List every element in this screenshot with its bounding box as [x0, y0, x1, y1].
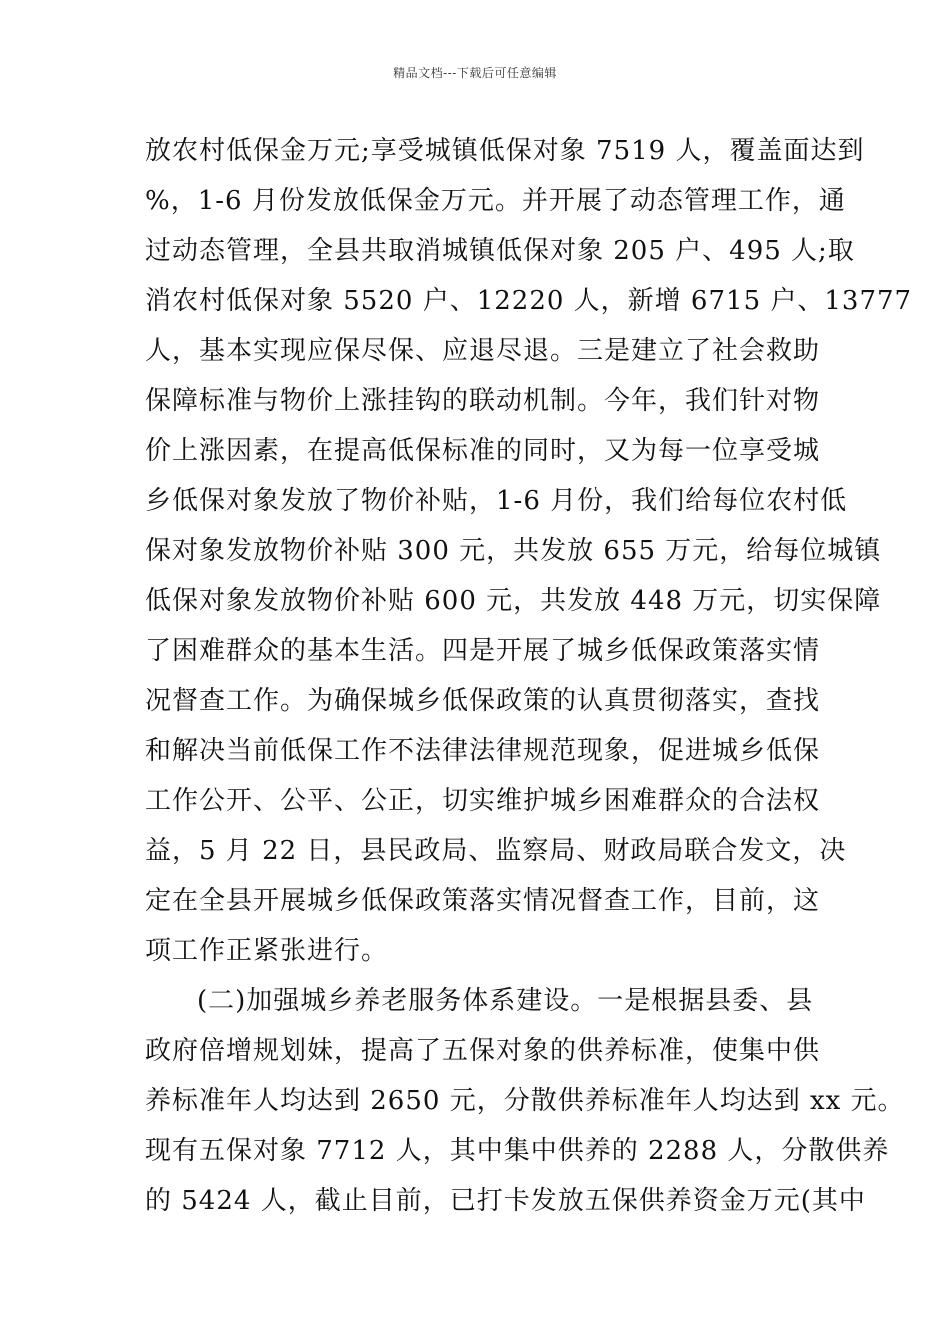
text-line: 消农村低保对象 5520 户、12220 人，新增 6715 户、13777	[145, 286, 913, 316]
paragraph-2	[145, 976, 905, 1226]
text-line: 的 5424 人，截止目前，已打卡发放五保供养资金万元(其中	[145, 1186, 866, 1216]
text-line: 保障标准与物价上涨挂钩的联动机制。今年，我们针对物	[145, 386, 821, 416]
text-line: 工作公开、公平、公正，切实维护城乡困难群众的合法权	[145, 786, 821, 816]
text-line: (二)加强城乡养老服务体系建设。一是根据县委、县	[197, 986, 814, 1016]
text-line: 人，基本实现应保尽保、应退尽退。三是建立了社会救助	[145, 336, 821, 366]
text-line: 养标准年人均达到 2650 元，分散供养标准年人均达到 xx 元。	[145, 1086, 905, 1116]
text-line: 和解决当前低保工作不法律法律规范现象，促进城乡低保	[145, 736, 821, 766]
text-line: 价上涨因素，在提高低保标准的同时，又为每一位享受城	[145, 436, 821, 466]
text-line: 益，5 月 22 日，县民政局、监察局、财政局联合发文，决	[145, 836, 847, 866]
text-line: 放农村低保金万元;享受城镇低保对象 7519 人，覆盖面达到	[145, 136, 865, 166]
text-line: 现有五保对象 7712 人，其中集中供养的 2288 人，分散供养	[145, 1136, 890, 1166]
text-line: 过动态管理，全县共取消城镇低保对象 205 户、495 人;取	[145, 236, 855, 266]
text-line: 低保对象发放物价补贴 600 元，共发放 448 万元，切实保障	[145, 586, 882, 616]
text-line: 况督查工作。为确保城乡低保政策的认真贯彻落实，查找	[145, 686, 821, 716]
text-line: 政府倍增规划妹，提高了五保对象的供养标准，使集中供	[145, 1036, 821, 1066]
page-header: 精品文档---下载后可任意编辑	[393, 66, 557, 80]
text-line: %，1-6 月份发放低保金万元。并开展了动态管理工作，通	[145, 186, 846, 216]
text-line: 乡低保对象发放了物价补贴，1-6 月份，我们给每位农村低	[145, 486, 848, 516]
text-line: 保对象发放物价补贴 300 元，共发放 655 万元，给每位城镇	[145, 536, 882, 566]
text-line: 了困难群众的基本生活。四是开展了城乡低保政策落实情	[145, 636, 821, 666]
text-line: 项工作正紧张进行。	[145, 936, 389, 966]
document-body	[145, 126, 913, 1226]
text-line: 定在全县开展城乡低保政策落实情况督查工作，目前，这	[145, 886, 821, 916]
paragraph-1	[145, 126, 913, 976]
